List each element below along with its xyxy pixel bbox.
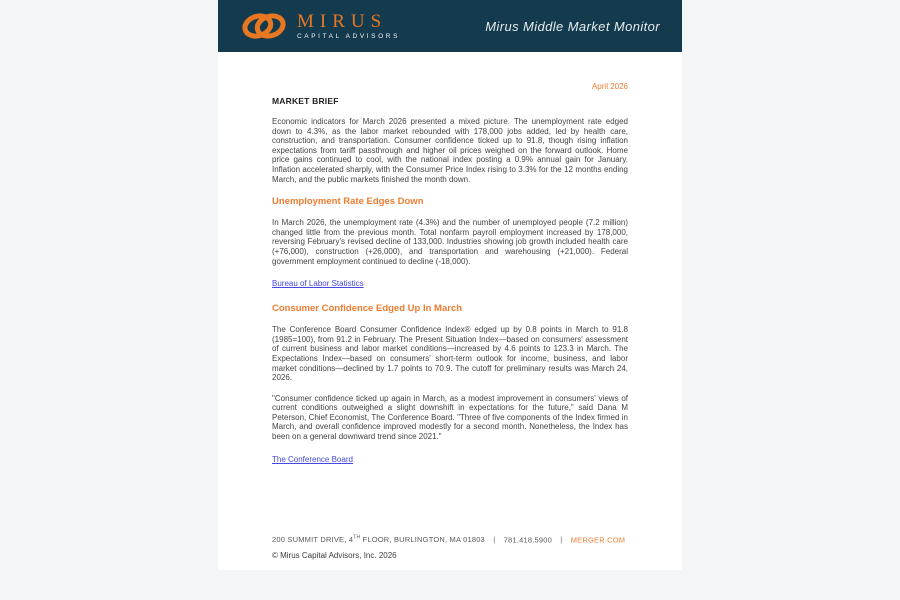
mirus-logo xyxy=(240,10,400,42)
mirus-rings-icon xyxy=(240,10,288,42)
quote-paragraph: "Consumer confidence ticked up again in March, as a modest improvement in consumers' views of current conditions outweighed a slight downshift in expectations for the future," said Dana M Peterson, Chief Economist, The Conference Board. "Three of five components of the Index firmed in March, and overall confidence improved modestly for a second month. Nonetheless, the Index has been on a general downward trend since 2021." xyxy=(272,393,628,442)
footer-contact-line xyxy=(272,535,628,545)
copyright-line: © Mirus Capital Advisors, Inc. 2026 xyxy=(272,551,397,560)
section-paragraph: In March 2026, the unemployment rate (4.3%) and the number of unemployed people (7.2 million) changed little from the previous month. Total nonfarm payroll employment increased by 178,000, reversing February's revised decline of 133,000. Industries showing job growth included health care (+76,000), construction (+26,000), and transportation and warehousing (+21,000). Federal government employment continued to decline (-18,000). xyxy=(272,218,628,266)
masthead xyxy=(218,0,682,52)
footer-separator: | xyxy=(560,535,563,544)
bls-link[interactable]: Bureau of Labor Statistics xyxy=(272,279,364,289)
newsletter-footer xyxy=(218,535,682,571)
section-title-unemployment: Unemployment Rate Edges Down xyxy=(272,196,424,208)
footer-separator: | xyxy=(493,535,496,544)
conference-board-link[interactable]: The Conference Board xyxy=(272,454,353,464)
brand-text xyxy=(297,12,400,41)
section-paragraph: The Conference Board Consumer Confidence Index® edged up by 0.8 points in March to 91.8 (1985=100), from 91.2 in February. The Present Situation Index—based on consumers' assessment of current business and labor market conditions—increased by 4.6 points to 123.3 in March. The Expectations Index—based on consumers' short-term outlook for income, business, and labor market conditions—declined by 1.7 points to 70.9. The cutoff for preliminary results was March 24, 2026. xyxy=(272,325,628,383)
newsletter-page xyxy=(218,0,682,570)
brand-subtitle: CAPITAL ADVISORS xyxy=(297,32,401,40)
section-title-consumer-confidence: Consumer Confidence Edged Up In March xyxy=(272,303,463,315)
newsletter-title: Mirus Middle Market Monitor xyxy=(485,18,660,34)
brief-title: MARKET BRIEF xyxy=(272,96,339,106)
newsletter-body xyxy=(218,52,682,535)
merger-com-link[interactable]: MERGER.COM xyxy=(570,535,626,544)
issue-date: April 2026 xyxy=(591,82,628,91)
intro-paragraph: Economic indicators for March 2026 presented a mixed picture. The unemployment rate edged down to 4.3%, as the labor market rebounded with 178,000 jobs added, led by health care, construction, and transportation. Consumer confidence ticked up to 91.8, though rising inflation expectations from tariff passthrough and higher oil prices weighed on the forward outlook. Home price gains continued to cool, with the national index posting a 0.9% annual gain for January. Inflation accelerated sharply, with the Consumer Price Index rising to 3.3% for the 12 months ending March, and the public markets finished the month down. xyxy=(272,117,628,184)
footer-address: 200 SUMMIT DRIVE, 4TH FLOOR, BURLINGTON, MA 01803 xyxy=(272,534,485,544)
footer-phone: 781.418.5900 xyxy=(503,535,552,544)
brand-name: MIRUS xyxy=(297,10,388,32)
